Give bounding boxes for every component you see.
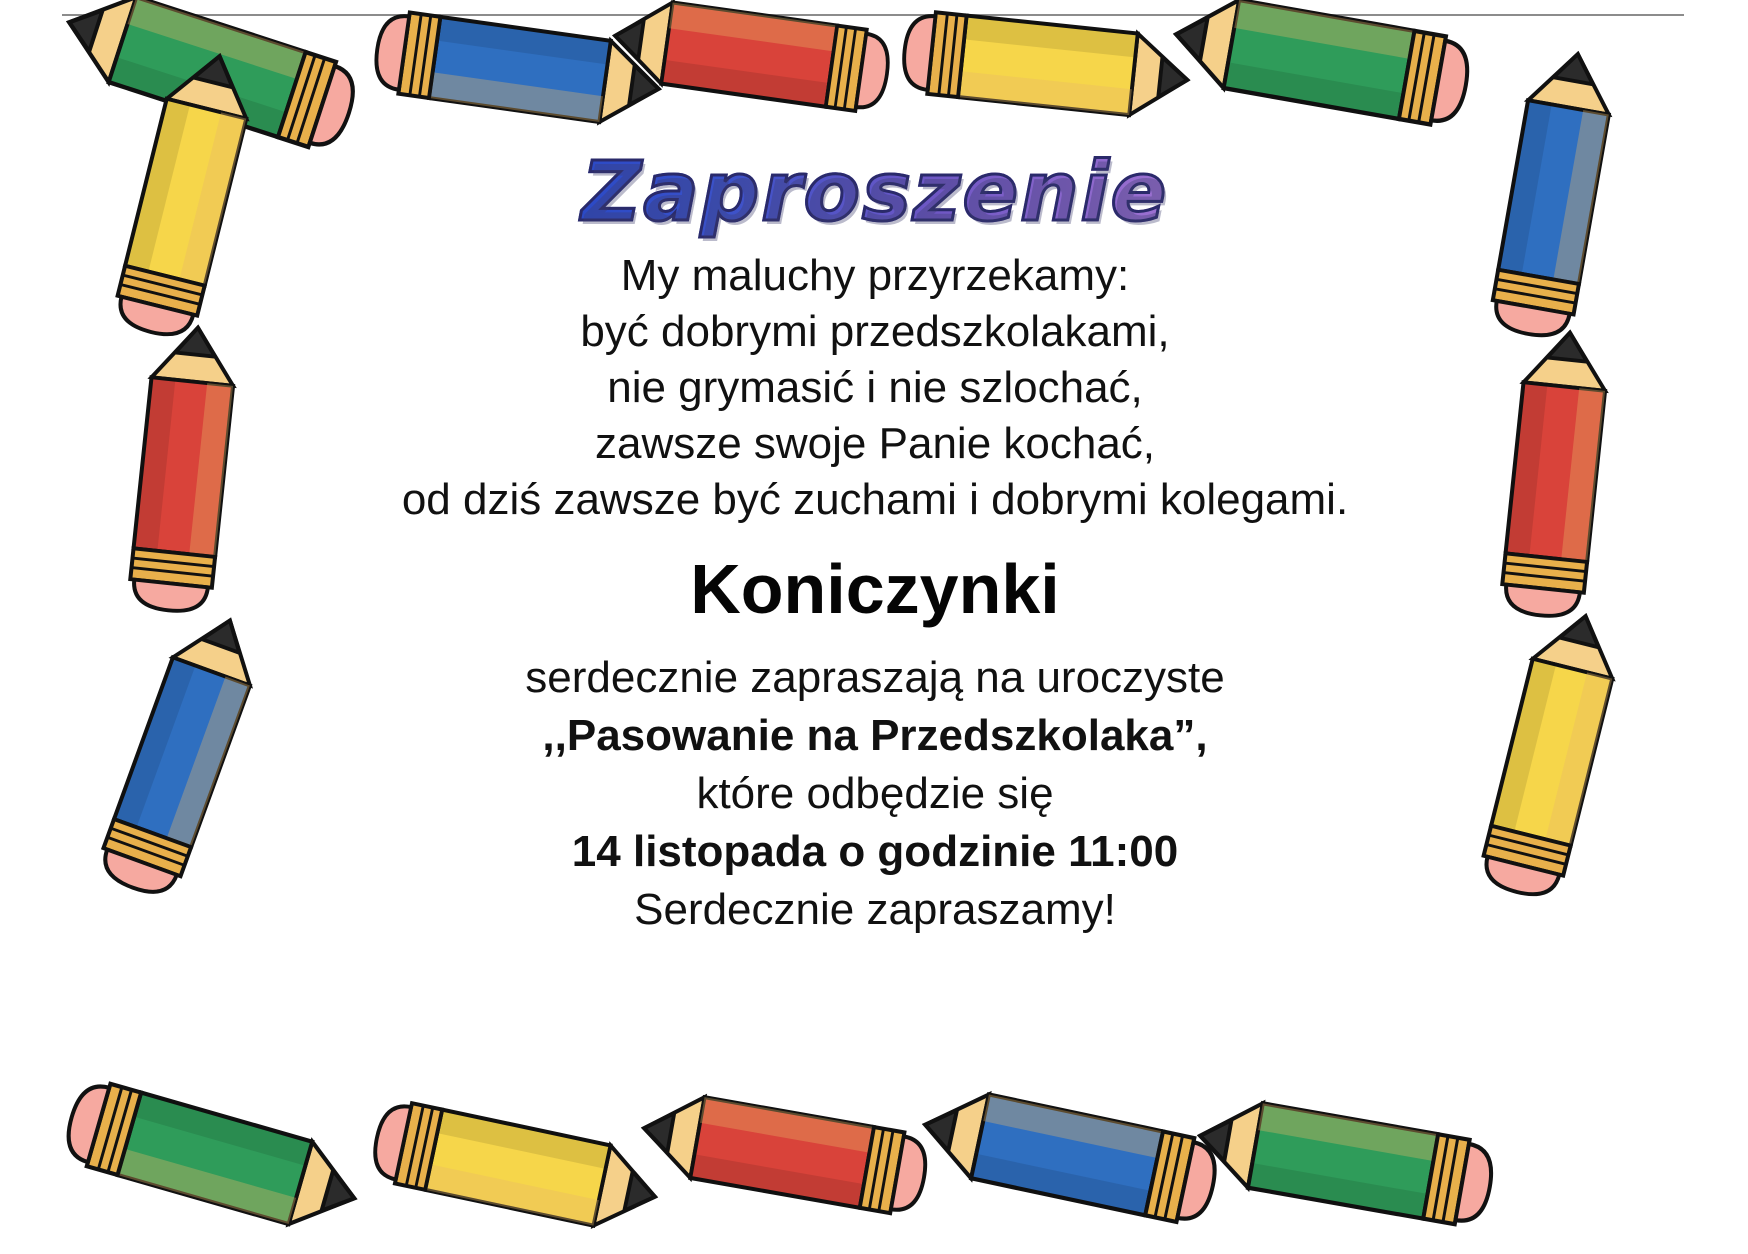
pencil-top-4 — [895, 0, 1195, 135]
invitation-line: serdecznie zapraszają na uroczyste — [525, 652, 1225, 702]
pencil-icon — [895, 0, 1195, 135]
pencil-bottom-5 — [1188, 1079, 1503, 1244]
pencil-bottom-4 — [911, 1068, 1228, 1243]
pencil-bottom-2 — [362, 1083, 669, 1251]
invitation-content — [240, 145, 1510, 939]
pencil-icon — [1164, 0, 1480, 145]
invitation-block — [240, 649, 1510, 939]
pencil-icon — [1188, 1079, 1503, 1244]
verse-line: być dobrymi przedszkolakami, — [580, 306, 1170, 356]
group-name: Koniczynki — [690, 550, 1060, 629]
verse-line: zawsze swoje Panie kochać, — [594, 418, 1156, 468]
pencil-icon — [52, 1061, 372, 1254]
closing-line: Serdecznie zapraszamy! — [634, 885, 1116, 935]
pencil-top-5 — [1164, 0, 1480, 145]
pencil-icon — [362, 1083, 669, 1251]
pencil-bottom-3 — [633, 1074, 938, 1233]
pencil-icon — [113, 320, 253, 620]
verse-line: od dziś zawsze być zuchami i dobrymi kolegami. — [401, 474, 1349, 524]
verse-line: My maluchy przyrzekamy: — [620, 251, 1130, 301]
pencil-icon — [633, 1074, 938, 1233]
pencil-left-2 — [113, 320, 253, 620]
verse-line: nie grymasić i nie szlochać, — [607, 362, 1143, 412]
pencil-bottom-1 — [52, 1061, 372, 1254]
pencil-icon — [911, 1068, 1228, 1243]
event-name-line: ,,Pasowanie na Przedszkolaka”, — [542, 711, 1208, 761]
invitation-line: które odbędzie się — [696, 769, 1054, 819]
event-datetime-line: 14 listopada o godzinie 11:00 — [571, 827, 1179, 877]
page-title: Zaproszenie — [240, 150, 1510, 236]
verse-block — [240, 248, 1510, 527]
